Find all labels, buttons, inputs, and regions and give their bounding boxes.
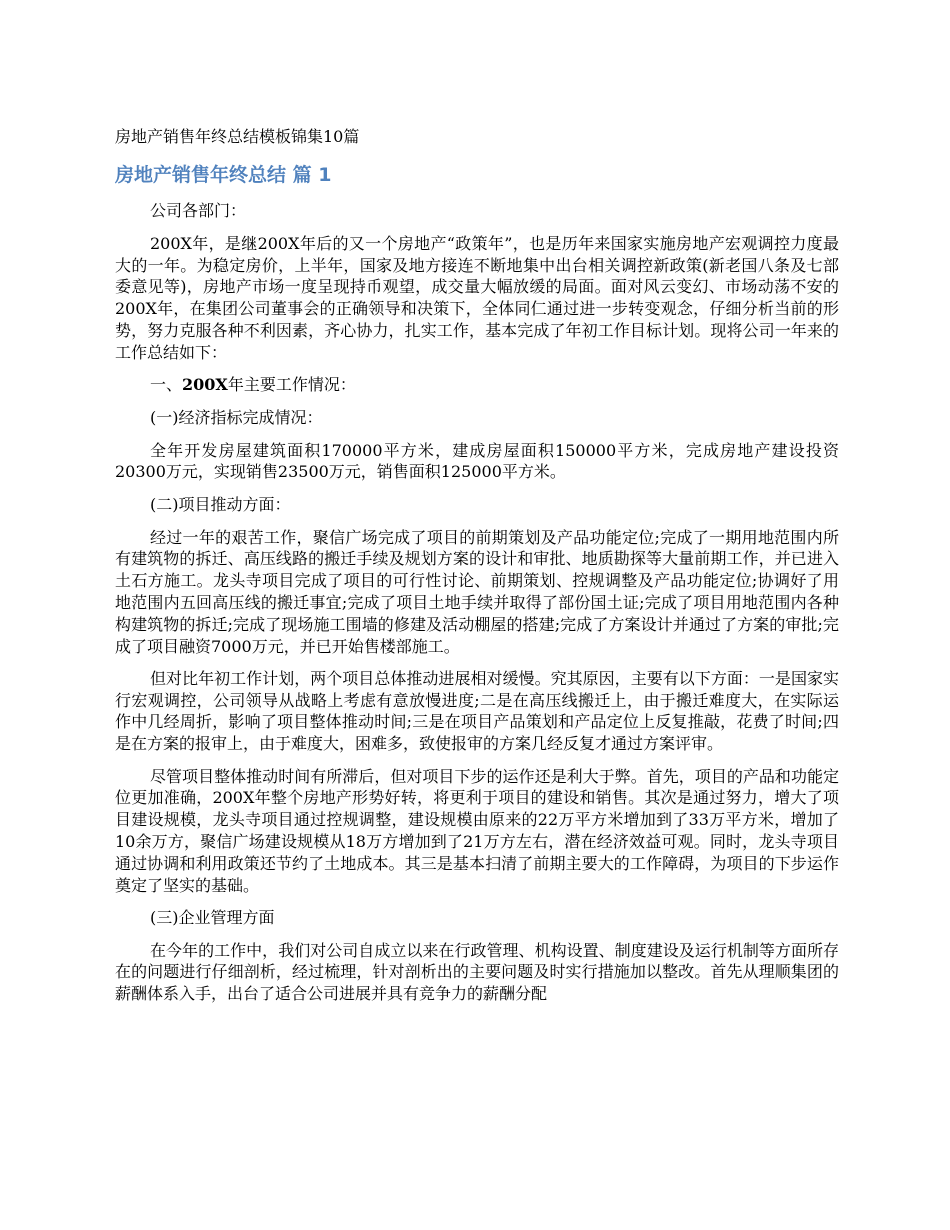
project-paragraph-1: 经过一年的艰苦工作，聚信广场完成了项目的前期策划及产品功能定位;完成了一期用地范围内所有建筑物的拆迁、高压线路的搬迁手续及规划方案的设计和审批、地质勘探等大量前期工作，并已进入土石方施工。龙头寺项目完成了项目的可行性讨论、前期策划、控规调整及产品功能定位;协调好了用地范围内五回高压线的搬迁事宜;完成了项目土地手续并取得了部份国土证;完成了项目用地范围内各种构建筑物的拆迁;完成了现场施工围墙的修建及活动棚屋的搭建;完成了方案设计并通过了方案的审批;完成了项目融资7000万元，并已开始售楼部施工。 (115, 527, 839, 656)
subheading-economic: (一)经济指标完成情况： (150, 407, 323, 427)
main-heading-prefix: 一、 (150, 375, 183, 395)
section-heading (115, 162, 839, 188)
section-heading-number: 篇 1 (292, 164, 332, 186)
subheading-project: (二)项目推动方面： (150, 494, 291, 514)
section-heading-text: 房地产销售年终总结 (115, 164, 287, 186)
greeting-paragraph: 公司各部门： (150, 201, 247, 220)
main-heading-suffix: 年主要工作情况： (227, 375, 356, 395)
management-paragraph: 在今年的工作中，我们对公司自成立以来在行政管理、机构设置、制度建设及运行机制等方面所存在的问题进行仔细剖析，经过梳理，针对剖析出的主要问题及时实行措施加以整改。首先从理顺集团的薪酬体系入手，出台了适合公司进展并具有竞争力的薪酬分配 (115, 940, 839, 1004)
main-heading-paragraph (115, 374, 839, 396)
project-paragraph-3: 尽管项目整体推动时间有所滞后，但对项目下步的运作还是利大于弊。首先，项目的产品和功能定位更加准确，200X年整个房地产形势好转，将更利于项目的建设和销售。其次是通过努力，增大了项目建设规模，龙头寺项目通过控规调整，建设规模由原来的22万平方米增加到了33万平方米，增加了10余万方，聚信广场建设规模从18万方增加到了21万方左右，潜在经济效益可观。同时，龙头寺项目通过协调和利用政策还节约了土地成本。其三是基本扫清了前期主要大的工作障碍，为项目的下步运作奠定了坚实的基础。 (115, 766, 839, 895)
intro-paragraph: 200X年，是继200X年后的又一个房地产“政策年”，也是历年来国家实施房地产宏观调控力度最大的一年。为稳定房价，上半年，国家及地方接连不断地集中出台相关调控新政策(新老国八条及七部委意见等)，房地产市场一度呈现持币观望，成交量大幅放缓的局面。面对风云变幻、市场动荡不安的200X年，在集团公司董事会的正确领导和决策下，全体同仁通过进一步转变观念，仔细分析当前的形势，努力克服各种不利因素，齐心协力，扎实工作，基本完成了年初工作目标计划。现将公司一年来的工作总结如下： (115, 233, 839, 362)
project-paragraph-2: 但对比年初工作计划，两个项目总体推动进展相对缓慢。究其原因，主要有以下方面：一是国家实行宏观调控，公司领导从战略上考虑有意放慢进度;二是在高压线搬迁上，由于搬迁难度大，在实际运作中几经周折，影响了项目整体推动时间;三是在项目产品策划和产品定位上反复推敲，花费了时间;四是在方案的报审上，由于难度大，困难多，致使报审的方案几经反复才通过方案评审。 (115, 668, 839, 754)
document-title: 房地产销售年终总结模板锦集10篇 (115, 127, 360, 146)
subheading-management: (三)企业管理方面 (150, 907, 275, 927)
main-heading-year: 200X (182, 375, 228, 395)
document-page (115, 126, 839, 1016)
economic-paragraph: 全年开发房屋建筑面积170000平方米，建成房屋面积150000平方米，完成房地产建设投资20300万元，实现销售23500万元，销售面积125000平方米。 (115, 440, 839, 482)
